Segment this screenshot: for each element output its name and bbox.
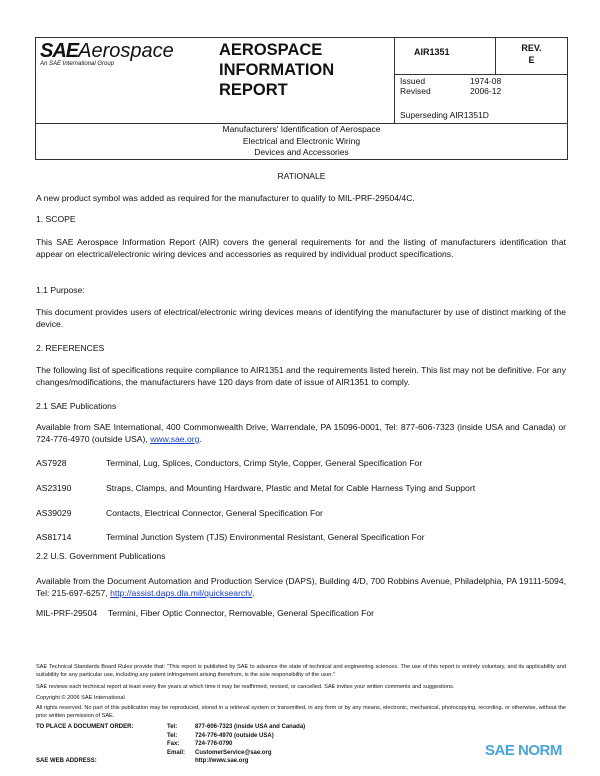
sae-link[interactable]: www.sae.org <box>150 434 200 444</box>
order-contacts: Tel: 877-606-7323 (inside USA and Canada) Tel: 724-776-4970 (outside USA) Fax: 724-776-0790 Email: CustomerService@sae.org http://www.sae.org <box>167 724 306 764</box>
section-1-1-text: This document provides users of electrical/electronic wiring devices means of identifying the manufacturer by use of distinct marking of the device. <box>36 307 566 329</box>
revision: REV. E <box>521 43 542 65</box>
web-label: SAE WEB ADDRESS: <box>36 758 97 764</box>
footer-copyright: Copyright © 2006 SAE International <box>36 695 125 701</box>
sae-norm-watermark: SAE NORM <box>485 742 562 759</box>
doc-number: AIR1351 <box>414 47 450 57</box>
document-type: AEROSPACE INFORMATION REPORT <box>219 41 335 99</box>
reference-row: AS23190 Straps, Clamps, and Mounting Hardware, Plastic and Metal for Cable Harness Tying and Support <box>36 483 476 493</box>
rationale-heading: RATIONALE <box>277 171 326 181</box>
sae-aerospace-logo: SAEAerospace An SAE International Group <box>40 40 174 67</box>
section-1-text: This SAE Aerospace Information Report (AIR) covers the general requirements for and the listing of manufacturers identification that appear on electrical/electronic wiring devices and accessories as required by individual product specifications. <box>36 237 566 259</box>
document-title: Manufacturers' Identification of Aerospace Electrical and Electronic Wiring Devices and Accessories <box>222 124 381 157</box>
reference-row: AS7928 Terminal, Lug, Splices, Conductors, Crimp Style, Copper, General Specification For <box>36 458 423 468</box>
daps-link[interactable]: http://assist.daps.dla.mil/quicksearch/ <box>110 588 253 598</box>
footer-review: SAE reviews each technical report at least every five years at which time it may be reaffirmed, revised, or cancelled. SAE invites your written comments and suggestions. <box>36 684 455 690</box>
section-2-text: The following list of specifications require compliance to AIR1351 and the requirements listed herein. This list may not be definitive. For any changes/modifications, the manufacturers have 120 days from date of issue of AIR1351 to comply. <box>36 365 566 387</box>
section-2-2-heading: 2.2 U.S. Government Publications <box>36 551 166 561</box>
reference-row: AS39029 Contacts, Electrical Connector, General Specification For <box>36 508 323 518</box>
order-label: TO PLACE A DOCUMENT ORDER: <box>36 724 134 730</box>
section-2-1-text: Available from SAE International, 400 Commonwealth Drive, Warrendale, PA 15096-0001, Tel: 877-606-7323 (inside USA and Canada) or 724-776-4970 (outside USA), www.sae.org. <box>36 422 566 444</box>
footer-disclaimer: SAE Technical Standards Board Rules provide that: "This report is published by SAE to advance the state of technical and engineering sciences. The use of this report is entirely voluntary, and its applicability and suitability for any particular use, including any patent infringement arising therefrom, is the sole responsibility of the user." <box>36 664 566 678</box>
section-2-heading: 2. REFERENCES <box>36 343 105 353</box>
section-2-1-heading: 2.1 SAE Publications <box>36 401 117 411</box>
reference-row: AS81714 Terminal Junction System (TJS) Environmental Resistant, General Specification For <box>36 532 425 542</box>
superseding: Superseding AIR1351D <box>400 110 489 120</box>
reference-row: MIL-PRF-29504 Termini, Fiber Optic Connector, Removable, General Specification For <box>36 608 375 618</box>
section-1-1-heading: 1.1 Purpose: <box>36 285 85 295</box>
section-2-2-text: Available from the Document Automation and Production Service (DAPS), Building 4/D, 700 Robbins Avenue, Philadelphia, PA 19111-5094, Tel: 215-697-6257, http://assist.daps.dla.mil/quicksearch/. <box>36 576 566 598</box>
issue-dates: Issued 1974-08 Revised 2006-12 <box>400 76 502 96</box>
footer-rights: All rights reserved. No part of this publication may be reproduced, stored in a retrieval system or transmitted, in any form or by any means, electronic, mechanical, photocopying, recording, or otherwise, without the prior written permission of SAE. <box>36 705 566 719</box>
rationale-text: A new product symbol was added as required for the manufacturer to qualify to MIL-PRF-29504/4C. <box>36 193 415 203</box>
section-1-heading: 1. SCOPE <box>36 214 76 224</box>
